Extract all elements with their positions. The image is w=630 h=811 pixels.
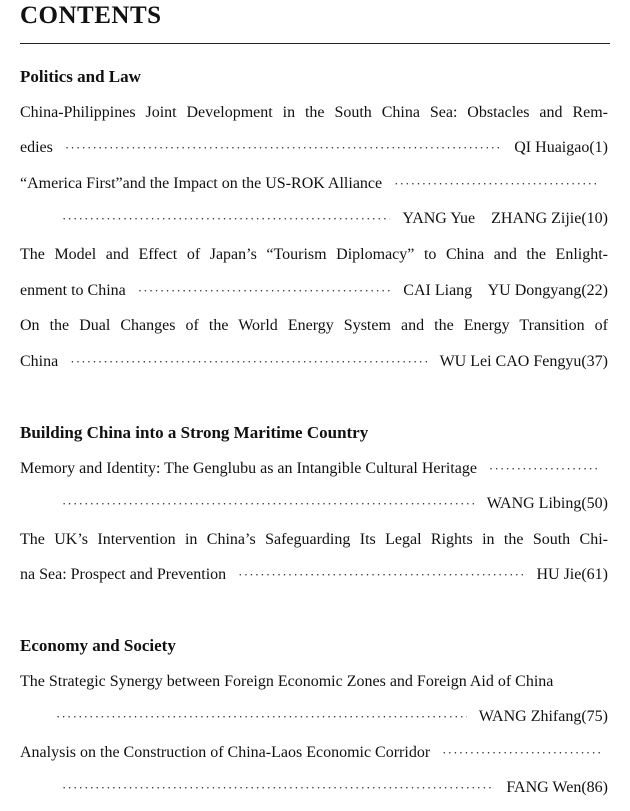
toc-entry-author: CAI Liang YU Dongyang [403,282,582,299]
toc-entry-line[interactable] [56,707,608,727]
toc-entry-author: QI Huaigao [514,139,590,156]
toc-entry-author: YANG Yue ZHANG Zijie [402,210,582,227]
leader-dots [62,209,390,229]
leader-dots [65,138,502,158]
toc-entry-page: (86) [581,779,608,796]
toc-entry-page: (50) [581,495,608,512]
leader-dots [62,778,494,798]
toc-entry-page: (22) [581,282,608,299]
section-title: Politics and Law [20,67,141,86]
toc-entry-title-cont: China [20,353,59,370]
toc-entry-title[interactable]: On the Dual Changes of the World Energy System and the Energy Transition of [20,317,608,334]
toc-entry-page: (61) [581,566,608,583]
toc-entry-line[interactable] [62,778,608,798]
leader-dots [442,743,600,763]
toc-entry-title[interactable]: The Model and Effect of Japan’s “Tourism Diplomacy” to China and the Enlight- [20,246,608,263]
leader-dots [489,459,600,479]
leader-dots [70,352,427,372]
leader-dots [62,494,475,514]
toc-entry-title: Memory and Identity: The Genglubu as an Intangible Cultural Heritage [20,460,477,477]
toc-entry-line[interactable] [62,494,608,514]
leader-dots [394,174,600,194]
toc-entry-line[interactable] [62,209,608,229]
leader-dots [238,565,524,585]
section-title: Building China into a Strong Maritime Country [20,423,369,442]
toc-entry-line[interactable] [20,174,608,194]
toc-entry-page: (10) [581,210,608,227]
toc-entry-title: Analysis on the Construction of China-Laos Economic Corridor [20,744,431,761]
contents-heading: CONTENTS [20,2,162,29]
toc-entry-author: HU Jie [536,566,582,583]
toc-entry-title-cont: edies [20,139,53,156]
toc-entry-author: WU Lei CAO Fengyu [439,353,582,370]
toc-entry-author: FANG Wen [506,779,582,796]
leader-dots [56,707,467,727]
toc-entry-title[interactable]: The Strategic Synergy between Foreign Economic Zones and Foreign Aid of China [20,673,554,690]
toc-entry-line[interactable] [20,352,608,372]
toc-entry-line[interactable] [20,459,608,479]
toc-entry-line[interactable] [20,138,608,158]
leader-dots [138,281,392,301]
toc-entry-title[interactable]: China-Philippines Joint Development in the South China Sea: Obstacles and Rem- [20,104,608,121]
section-title: Economy and Society [20,636,176,655]
toc-entry-line[interactable] [20,743,608,763]
toc-entry-title[interactable]: The UK’s Intervention in China’s Safeguarding Its Legal Rights in the South Chi- [20,531,608,548]
toc-entry-page: (1) [589,139,608,156]
toc-entry-page: (75) [581,708,608,725]
toc-entry-author: WANG Zhifang [478,708,582,725]
toc-entry-title-cont: enment to China [20,282,126,299]
toc-entry-author: WANG Libing [486,495,582,512]
toc-entry-line[interactable] [20,281,608,301]
toc-entry-line[interactable] [20,565,608,585]
toc-entry-title: “America First”and the Impact on the US-ROK Alliance [20,175,383,192]
heading-rule [20,43,610,44]
toc-entry-title-cont: na Sea: Prospect and Prevention [20,566,227,583]
toc-entry-page: (37) [581,353,608,370]
